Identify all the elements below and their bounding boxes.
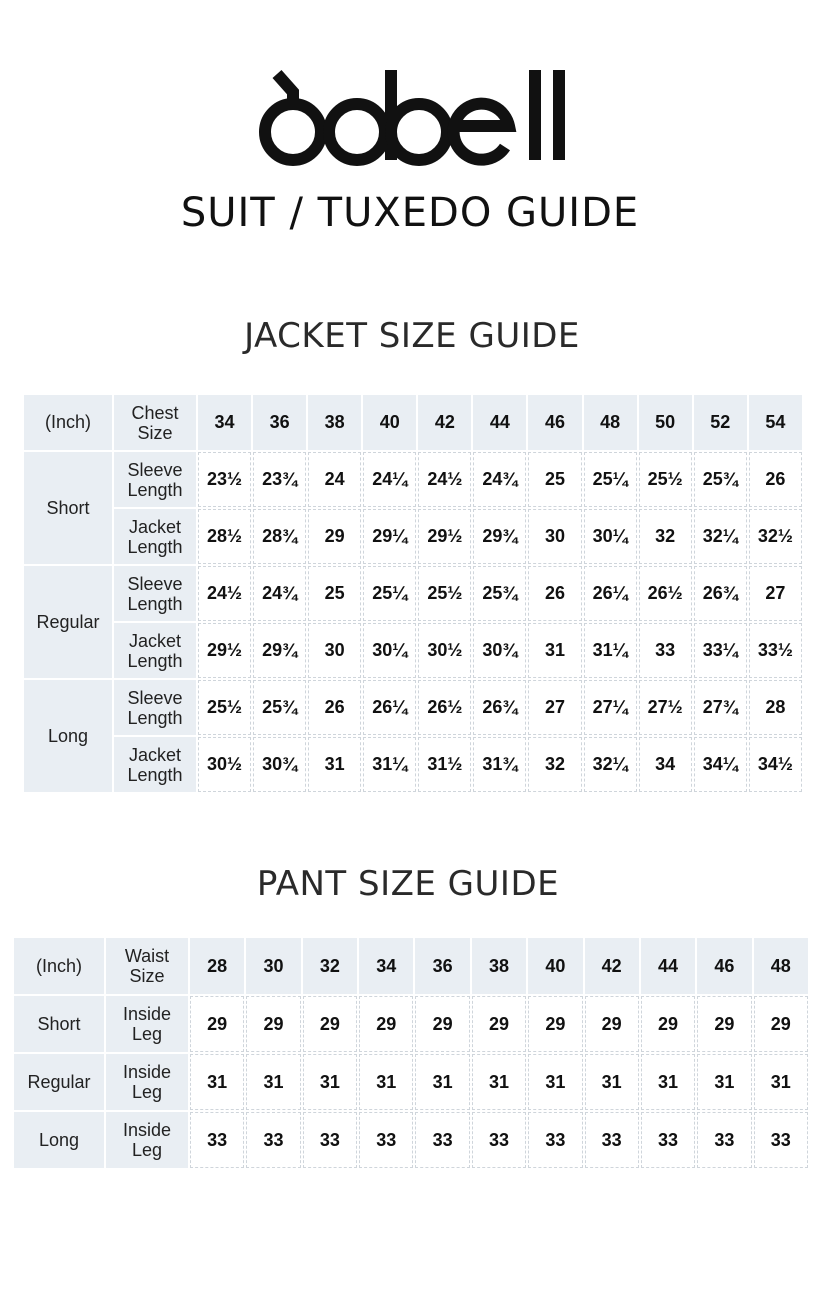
value-cell: 33 [303, 1112, 357, 1168]
fit-label: Regular [24, 566, 112, 678]
size-header-cell: 28 [190, 938, 244, 994]
brand-logo [0, 52, 820, 172]
value-cell: 31 [415, 1054, 469, 1110]
table-header-row [14, 938, 808, 994]
value-cell: 27¾ [694, 680, 747, 735]
value-cell: 31 [754, 1054, 808, 1110]
jacket-size-table [22, 393, 804, 794]
size-header-cell: 34 [359, 938, 413, 994]
value-cell: 26½ [418, 680, 471, 735]
value-cell: 26¾ [473, 680, 526, 735]
value-cell: 25½ [639, 452, 692, 507]
value-cell: 29½ [198, 623, 251, 678]
value-cell: 26 [308, 680, 361, 735]
value-cell: 33 [754, 1112, 808, 1168]
value-cell: 31¼ [584, 623, 637, 678]
table-row [24, 737, 802, 792]
value-cell: 27½ [639, 680, 692, 735]
value-cell: 31 [472, 1054, 526, 1110]
value-cell: 32 [639, 509, 692, 564]
value-cell: 29 [528, 996, 582, 1052]
value-cell: 33 [641, 1112, 695, 1168]
value-cell: 30 [308, 623, 361, 678]
value-cell: 31¾ [473, 737, 526, 792]
value-cell: 25¾ [473, 566, 526, 621]
value-cell: 31 [528, 1054, 582, 1110]
fit-label: Long [24, 680, 112, 792]
size-header-cell: 38 [472, 938, 526, 994]
value-cell: 33 [190, 1112, 244, 1168]
jacket-section-title: JACKET SIZE GUIDE [244, 316, 580, 356]
value-cell: 30½ [198, 737, 251, 792]
value-cell: 33¼ [694, 623, 747, 678]
chest-size-header: Chest Size [114, 395, 196, 450]
value-cell: 29¾ [253, 623, 306, 678]
value-cell: 29 [472, 996, 526, 1052]
value-cell: 24 [308, 452, 361, 507]
size-header-cell: 46 [697, 938, 751, 994]
value-cell: 29 [303, 996, 357, 1052]
size-header-cell: 40 [363, 395, 416, 450]
value-cell: 25 [308, 566, 361, 621]
table-row [14, 996, 808, 1052]
size-header-cell: 52 [694, 395, 747, 450]
value-cell: 33 [246, 1112, 300, 1168]
value-cell: 32 [528, 737, 581, 792]
size-header-cell: 32 [303, 938, 357, 994]
value-cell: 25½ [198, 680, 251, 735]
value-cell: 24¾ [253, 566, 306, 621]
measurement-label: Jacket Length [114, 509, 196, 564]
size-header-cell: 42 [418, 395, 471, 450]
measurement-label: Sleeve Length [114, 680, 196, 735]
value-cell: 31½ [418, 737, 471, 792]
fit-label: Long [14, 1112, 104, 1168]
table-row [24, 452, 802, 507]
value-cell: 33 [697, 1112, 751, 1168]
unit-label: (Inch) [14, 938, 104, 994]
table-row [24, 680, 802, 735]
value-cell: 34½ [749, 737, 802, 792]
value-cell: 27 [528, 680, 581, 735]
value-cell: 33 [359, 1112, 413, 1168]
value-cell: 25½ [418, 566, 471, 621]
value-cell: 23¾ [253, 452, 306, 507]
size-header-cell: 36 [415, 938, 469, 994]
size-header-cell: 30 [246, 938, 300, 994]
value-cell: 33 [639, 623, 692, 678]
size-header-cell: 36 [253, 395, 306, 450]
value-cell: 32½ [749, 509, 802, 564]
table-row [24, 509, 802, 564]
value-cell: 32¼ [584, 737, 637, 792]
size-header-cell: 42 [585, 938, 639, 994]
value-cell: 25¾ [694, 452, 747, 507]
measurement-label: Inside Leg [106, 1054, 188, 1110]
value-cell: 33 [472, 1112, 526, 1168]
fit-label: Short [14, 996, 104, 1052]
size-header-cell: 38 [308, 395, 361, 450]
value-cell: 26¼ [584, 566, 637, 621]
size-header-cell: 46 [528, 395, 581, 450]
table-row [24, 623, 802, 678]
measurement-label: Inside Leg [106, 996, 188, 1052]
value-cell: 34¼ [694, 737, 747, 792]
value-cell: 25¼ [363, 566, 416, 621]
measurement-label: Inside Leg [106, 1112, 188, 1168]
value-cell: 29¼ [363, 509, 416, 564]
value-cell: 29 [641, 996, 695, 1052]
value-cell: 23½ [198, 452, 251, 507]
value-cell: 31 [303, 1054, 357, 1110]
value-cell: 26¼ [363, 680, 416, 735]
value-cell: 29 [697, 996, 751, 1052]
value-cell: 31 [190, 1054, 244, 1110]
table-row [14, 1054, 808, 1110]
value-cell: 30¾ [253, 737, 306, 792]
value-cell: 28 [749, 680, 802, 735]
size-header-cell: 48 [754, 938, 808, 994]
value-cell: 31 [359, 1054, 413, 1110]
fit-label: Short [24, 452, 112, 564]
value-cell: 31 [585, 1054, 639, 1110]
value-cell: 24½ [198, 566, 251, 621]
value-cell: 31¼ [363, 737, 416, 792]
table-row [14, 1112, 808, 1168]
value-cell: 31 [246, 1054, 300, 1110]
value-cell: 26 [749, 452, 802, 507]
value-cell: 26 [528, 566, 581, 621]
value-cell: 29 [415, 996, 469, 1052]
value-cell: 29 [308, 509, 361, 564]
pant-size-table [12, 936, 810, 1170]
size-header-cell: 50 [639, 395, 692, 450]
value-cell: 30½ [418, 623, 471, 678]
value-cell: 28½ [198, 509, 251, 564]
value-cell: 24¾ [473, 452, 526, 507]
value-cell: 31 [308, 737, 361, 792]
value-cell: 33 [415, 1112, 469, 1168]
size-header-cell: 54 [749, 395, 802, 450]
value-cell: 27 [749, 566, 802, 621]
value-cell: 30 [528, 509, 581, 564]
value-cell: 29¾ [473, 509, 526, 564]
value-cell: 25 [528, 452, 581, 507]
size-header-cell: 48 [584, 395, 637, 450]
waist-size-header: Waist Size [106, 938, 188, 994]
value-cell: 26½ [639, 566, 692, 621]
value-cell: 29 [585, 996, 639, 1052]
dobell-logo-mark [245, 52, 575, 172]
value-cell: 29 [754, 996, 808, 1052]
table-header-row [24, 395, 802, 450]
value-cell: 29½ [418, 509, 471, 564]
size-header-cell: 34 [198, 395, 251, 450]
value-cell: 31 [528, 623, 581, 678]
value-cell: 30¼ [363, 623, 416, 678]
value-cell: 24½ [418, 452, 471, 507]
value-cell: 33 [585, 1112, 639, 1168]
value-cell: 30¼ [584, 509, 637, 564]
value-cell: 31 [697, 1054, 751, 1110]
value-cell: 29 [359, 996, 413, 1052]
value-cell: 33½ [749, 623, 802, 678]
value-cell: 28¾ [253, 509, 306, 564]
table-row [24, 566, 802, 621]
value-cell: 27¼ [584, 680, 637, 735]
value-cell: 25¾ [253, 680, 306, 735]
pant-section-title: PANT SIZE GUIDE [256, 864, 560, 904]
size-header-cell: 44 [473, 395, 526, 450]
value-cell: 29 [246, 996, 300, 1052]
value-cell: 25¼ [584, 452, 637, 507]
size-header-cell: 40 [528, 938, 582, 994]
value-cell: 32¼ [694, 509, 747, 564]
measurement-label: Jacket Length [114, 737, 196, 792]
value-cell: 31 [641, 1054, 695, 1110]
value-cell: 33 [528, 1112, 582, 1168]
value-cell: 26¾ [694, 566, 747, 621]
fit-label: Regular [14, 1054, 104, 1110]
page-title: SUIT / TUXEDO GUIDE [180, 190, 640, 236]
unit-label: (Inch) [24, 395, 112, 450]
measurement-label: Sleeve Length [114, 452, 196, 507]
value-cell: 34 [639, 737, 692, 792]
size-header-cell: 44 [641, 938, 695, 994]
value-cell: 29 [190, 996, 244, 1052]
value-cell: 24¼ [363, 452, 416, 507]
value-cell: 30¾ [473, 623, 526, 678]
measurement-label: Jacket Length [114, 623, 196, 678]
measurement-label: Sleeve Length [114, 566, 196, 621]
